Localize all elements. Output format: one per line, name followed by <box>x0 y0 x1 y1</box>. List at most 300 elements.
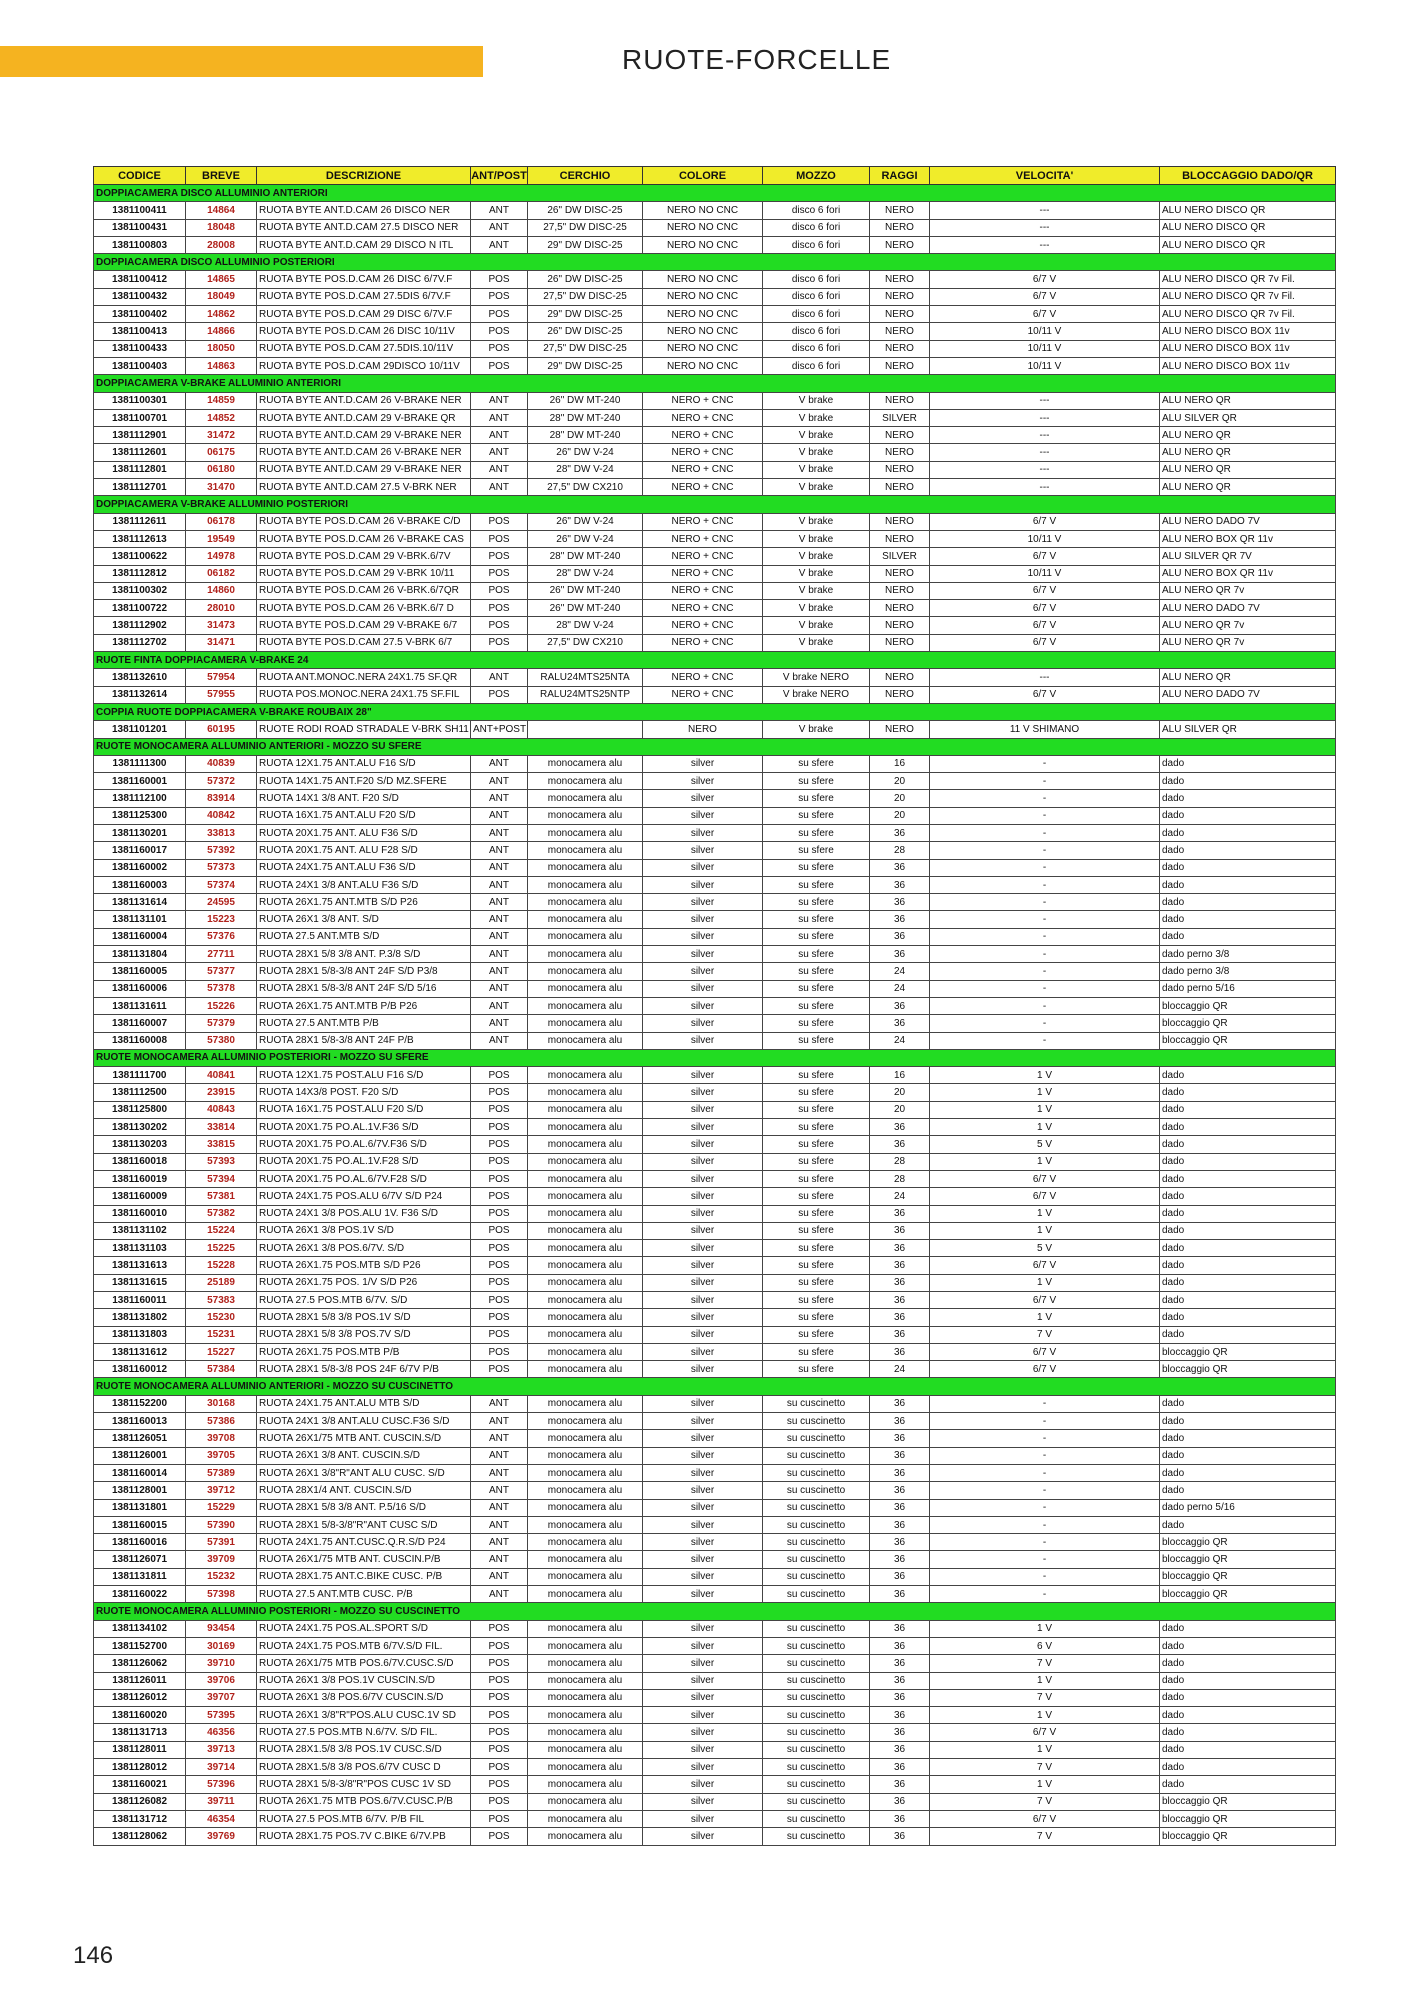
cell-codice: 1381160017 <box>94 842 186 859</box>
cell-descrizione: RUOTA ANT.MONOC.NERA 24X1.75 SF.QR <box>257 669 471 686</box>
cell-cerchio: monocamera alu <box>528 1257 643 1274</box>
cell-cerchio: monocamera alu <box>528 1534 643 1551</box>
cell-raggi: 36 <box>870 1447 930 1464</box>
cell-descrizione: RUOTA 26X1/75 MTB ANT. CUSCIN.S/D <box>257 1430 471 1447</box>
table-row <box>94 1499 1336 1516</box>
cell-codice: 1381160010 <box>94 1205 186 1222</box>
cell-codice: 1381128012 <box>94 1759 186 1776</box>
table-row <box>94 911 1336 928</box>
cell-velocita: 7 V <box>930 1793 1160 1810</box>
cell-raggi: 36 <box>870 1326 930 1343</box>
section-header-row <box>94 375 1336 392</box>
cell-raggi: NERO <box>870 427 930 444</box>
cell-velocita: 1 V <box>930 1309 1160 1326</box>
cell-velocita: - <box>930 876 1160 893</box>
cell-velocita: - <box>930 790 1160 807</box>
table-row <box>94 1516 1336 1533</box>
cell-ant-post: POS <box>471 1793 528 1810</box>
cell-colore: silver <box>643 1084 763 1101</box>
cell-colore: NERO <box>643 721 763 738</box>
table-row <box>94 1672 1336 1689</box>
cell-mozzo: su sfere <box>763 1153 870 1170</box>
table-row <box>94 928 1336 945</box>
cell-colore: silver <box>643 1516 763 1533</box>
cell-bloccaggio: ALU NERO QR <box>1160 479 1336 496</box>
cell-breve: 15225 <box>186 1240 257 1257</box>
table-row <box>94 427 1336 444</box>
table-row <box>94 1655 1336 1672</box>
section-title: DOPPIACAMERA V-BRAKE ALLUMINIO POSTERIORI <box>94 496 1336 513</box>
cell-ant-post: ANT <box>471 219 528 236</box>
section-title: RUOTE MONOCAMERA ALLUMINIO ANTERIORI - MOZZO SU SFERE <box>94 738 1336 755</box>
cell-bloccaggio: ALU NERO QR 7v <box>1160 582 1336 599</box>
cell-cerchio: 29" DW DISC-25 <box>528 357 643 374</box>
cell-descrizione: RUOTA BYTE POS.D.CAM 26 DISC 6/7V.F <box>257 271 471 288</box>
cell-colore: silver <box>643 1361 763 1378</box>
cell-raggi: NERO <box>870 565 930 582</box>
cell-descrizione: RUOTA 26X1 3/8 POS.1V CUSCIN.S/D <box>257 1672 471 1689</box>
cell-descrizione: RUOTA 26X1.75 POS.MTB P/B <box>257 1343 471 1360</box>
cell-mozzo: su cuscinetto <box>763 1447 870 1464</box>
cell-velocita: 1 V <box>930 1084 1160 1101</box>
cell-descrizione: RUOTA 27.5 ANT.MTB S/D <box>257 928 471 945</box>
cell-descrizione: RUOTA 28X1 5/8 3/8 ANT. P.3/8 S/D <box>257 946 471 963</box>
cell-breve: 39713 <box>186 1741 257 1758</box>
cell-codice: 1381160007 <box>94 1015 186 1032</box>
cell-colore: NERO NO CNC <box>643 236 763 253</box>
cell-colore: NERO NO CNC <box>643 219 763 236</box>
cell-mozzo: disco 6 fori <box>763 306 870 323</box>
cell-mozzo: V brake <box>763 548 870 565</box>
cell-descrizione: RUOTA 24X1 3/8 ANT.ALU CUSC.F36 S/D <box>257 1413 471 1430</box>
cell-mozzo: su cuscinetto <box>763 1620 870 1637</box>
cell-descrizione: RUOTA 14X3/8 POST. F20 S/D <box>257 1084 471 1101</box>
cell-ant-post: POS <box>471 1759 528 1776</box>
cell-ant-post: POS <box>471 1776 528 1793</box>
section-title: DOPPIACAMERA V-BRAKE ALLUMINIO ANTERIORI <box>94 375 1336 392</box>
cell-raggi: 36 <box>870 1724 930 1741</box>
cell-velocita: 6/7 V <box>930 582 1160 599</box>
cell-codice: 1381112801 <box>94 461 186 478</box>
cell-cerchio: monocamera alu <box>528 1032 643 1049</box>
cell-cerchio: monocamera alu <box>528 1793 643 1810</box>
cell-descrizione: RUOTA 24X1.75 ANT.ALU F36 S/D <box>257 859 471 876</box>
cell-bloccaggio: dado <box>1160 773 1336 790</box>
cell-codice: 1381131103 <box>94 1240 186 1257</box>
cell-bloccaggio: ALU NERO BOX QR 11v <box>1160 565 1336 582</box>
cell-ant-post: ANT <box>471 1015 528 1032</box>
cell-cerchio: 27,5" DW DISC-25 <box>528 288 643 305</box>
cell-breve: 27711 <box>186 946 257 963</box>
cell-mozzo: su cuscinetto <box>763 1551 870 1568</box>
col-header-descrizione: DESCRIZIONE <box>257 167 471 185</box>
table-row <box>94 946 1336 963</box>
cell-ant-post: POS <box>471 1343 528 1360</box>
cell-colore: NERO + CNC <box>643 461 763 478</box>
cell-ant-post: POS <box>471 1637 528 1654</box>
cell-raggi: 36 <box>870 1292 930 1309</box>
cell-codice: 1381100622 <box>94 548 186 565</box>
cell-ant-post: POS <box>471 530 528 547</box>
cell-bloccaggio: ALU NERO QR <box>1160 392 1336 409</box>
cell-raggi: 36 <box>870 1464 930 1481</box>
cell-descrizione: RUOTA 20X1.75 ANT. ALU F36 S/D <box>257 824 471 841</box>
section-header-row <box>94 1378 1336 1395</box>
cell-velocita: 1 V <box>930 1741 1160 1758</box>
cell-cerchio: monocamera alu <box>528 1361 643 1378</box>
cell-mozzo: V brake NERO <box>763 686 870 703</box>
cell-cerchio: monocamera alu <box>528 911 643 928</box>
cell-codice: 1381112500 <box>94 1084 186 1101</box>
cell-ant-post: ANT <box>471 807 528 824</box>
col-header-bloccaggio: BLOCCAGGIO DADO/QR <box>1160 167 1336 185</box>
table-row <box>94 1222 1336 1239</box>
cell-breve: 06178 <box>186 513 257 530</box>
cell-codice: 1381126001 <box>94 1447 186 1464</box>
table-row <box>94 1067 1336 1084</box>
cell-bloccaggio: dado <box>1160 1240 1336 1257</box>
cell-codice: 1381100301 <box>94 392 186 409</box>
cell-colore: NERO + CNC <box>643 513 763 530</box>
cell-raggi: 36 <box>870 1759 930 1776</box>
cell-mozzo: su sfere <box>763 1205 870 1222</box>
cell-mozzo: V brake <box>763 721 870 738</box>
section-header-row <box>94 1603 1336 1620</box>
cell-descrizione: RUOTA BYTE ANT.D.CAM 26 DISCO NER <box>257 202 471 219</box>
cell-colore: NERO NO CNC <box>643 357 763 374</box>
cell-breve: 57389 <box>186 1464 257 1481</box>
cell-raggi: NERO <box>870 236 930 253</box>
cell-mozzo: V brake <box>763 617 870 634</box>
table-row <box>94 1292 1336 1309</box>
cell-bloccaggio: dado <box>1160 1222 1336 1239</box>
cell-codice: 1381100412 <box>94 271 186 288</box>
cell-cerchio: 28" DW MT-240 <box>528 409 643 426</box>
cell-mozzo: su cuscinetto <box>763 1637 870 1654</box>
cell-velocita: 6/7 V <box>930 1724 1160 1741</box>
cell-cerchio: monocamera alu <box>528 1413 643 1430</box>
cell-mozzo: V brake <box>763 513 870 530</box>
cell-codice: 1381130203 <box>94 1136 186 1153</box>
cell-mozzo: su cuscinetto <box>763 1413 870 1430</box>
cell-mozzo: disco 6 fori <box>763 288 870 305</box>
cell-raggi: 36 <box>870 859 930 876</box>
cell-ant-post: POS <box>471 1828 528 1845</box>
cell-velocita: 7 V <box>930 1326 1160 1343</box>
cell-colore: silver <box>643 1136 763 1153</box>
cell-descrizione: RUOTA BYTE POS.D.CAM 29 V-BRK.6/7V <box>257 548 471 565</box>
cell-descrizione: RUOTA 26X1 3/8"R"POS.ALU CUSC.1V SD <box>257 1707 471 1724</box>
cell-ant-post: ANT <box>471 1430 528 1447</box>
cell-mozzo: su cuscinetto <box>763 1759 870 1776</box>
cell-mozzo: su cuscinetto <box>763 1810 870 1827</box>
cell-breve: 24595 <box>186 894 257 911</box>
cell-mozzo: V brake <box>763 565 870 582</box>
table-row <box>94 1413 1336 1430</box>
cell-codice: 1381101201 <box>94 721 186 738</box>
cell-ant-post: POS <box>471 1205 528 1222</box>
cell-ant-post: POS <box>471 1292 528 1309</box>
cell-raggi: 28 <box>870 842 930 859</box>
cell-velocita: 10/11 V <box>930 357 1160 374</box>
table-row <box>94 876 1336 893</box>
cell-bloccaggio: dado <box>1160 1447 1336 1464</box>
cell-colore: silver <box>643 1101 763 1118</box>
cell-cerchio: monocamera alu <box>528 1447 643 1464</box>
cell-ant-post: POS <box>471 1170 528 1187</box>
cell-bloccaggio: bloccaggio QR <box>1160 1015 1336 1032</box>
cell-mozzo: su cuscinetto <box>763 1499 870 1516</box>
cell-raggi: NERO <box>870 392 930 409</box>
cell-raggi: 24 <box>870 1032 930 1049</box>
cell-colore: silver <box>643 1620 763 1637</box>
cell-colore: NERO + CNC <box>643 600 763 617</box>
cell-raggi: NERO <box>870 634 930 651</box>
table-row <box>94 1828 1336 1845</box>
cell-mozzo: su sfere <box>763 1119 870 1136</box>
cell-descrizione: RUOTA 28X1 5/8-3/8"R"POS CUSC 1V SD <box>257 1776 471 1793</box>
table-row <box>94 600 1336 617</box>
cell-cerchio: monocamera alu <box>528 755 643 772</box>
cell-bloccaggio: dado <box>1160 894 1336 911</box>
cell-bloccaggio: dado <box>1160 1067 1336 1084</box>
cell-velocita: - <box>930 946 1160 963</box>
cell-velocita: 6/7 V <box>930 1361 1160 1378</box>
cell-breve: 39714 <box>186 1759 257 1776</box>
cell-colore: silver <box>643 1119 763 1136</box>
cell-velocita: 1 V <box>930 1274 1160 1291</box>
cell-raggi: 16 <box>870 755 930 772</box>
cell-mozzo: V brake <box>763 582 870 599</box>
cell-velocita: - <box>930 1430 1160 1447</box>
cell-breve: 57376 <box>186 928 257 945</box>
cell-breve: 57398 <box>186 1586 257 1603</box>
cell-mozzo: disco 6 fori <box>763 323 870 340</box>
cell-breve: 14860 <box>186 582 257 599</box>
table-row <box>94 1084 1336 1101</box>
cell-breve: 14862 <box>186 306 257 323</box>
cell-bloccaggio: dado <box>1160 1292 1336 1309</box>
cell-cerchio: monocamera alu <box>528 1222 643 1239</box>
table-row <box>94 1482 1336 1499</box>
cell-raggi: NERO <box>870 357 930 374</box>
cell-raggi: 36 <box>870 1707 930 1724</box>
cell-colore: NERO NO CNC <box>643 288 763 305</box>
cell-descrizione: RUOTA 27.5 POS.MTB 6/7V. S/D <box>257 1292 471 1309</box>
cell-mozzo: disco 6 fori <box>763 219 870 236</box>
cell-velocita: 1 V <box>930 1672 1160 1689</box>
cell-cerchio: monocamera alu <box>528 1188 643 1205</box>
cell-breve: 31470 <box>186 479 257 496</box>
cell-colore: silver <box>643 1586 763 1603</box>
cell-velocita: - <box>930 773 1160 790</box>
cell-colore: silver <box>643 1551 763 1568</box>
cell-bloccaggio: ALU NERO QR <box>1160 427 1336 444</box>
cell-colore: silver <box>643 928 763 945</box>
cell-descrizione: RUOTA BYTE POS.D.CAM 29 DISC 6/7V.F <box>257 306 471 323</box>
cell-velocita: 6/7 V <box>930 1257 1160 1274</box>
cell-raggi: 20 <box>870 773 930 790</box>
cell-bloccaggio: ALU NERO DISCO QR <box>1160 219 1336 236</box>
cell-velocita: - <box>930 1413 1160 1430</box>
cell-ant-post: POS <box>471 565 528 582</box>
cell-cerchio: monocamera alu <box>528 997 643 1014</box>
cell-codice: 1381100432 <box>94 288 186 305</box>
cell-velocita: 6/7 V <box>930 271 1160 288</box>
cell-velocita: 1 V <box>930 1620 1160 1637</box>
cell-cerchio: 26" DW MT-240 <box>528 600 643 617</box>
cell-ant-post: POS <box>471 617 528 634</box>
cell-colore: NERO + CNC <box>643 634 763 651</box>
cell-velocita: 1 V <box>930 1119 1160 1136</box>
col-header-colore: COLORE <box>643 167 763 185</box>
cell-codice: 1381131803 <box>94 1326 186 1343</box>
cell-raggi: NERO <box>870 340 930 357</box>
table-row <box>94 1101 1336 1118</box>
cell-descrizione: RUOTA BYTE POS.D.CAM 29DISCO 10/11V <box>257 357 471 374</box>
cell-breve: 15224 <box>186 1222 257 1239</box>
cell-velocita: 7 V <box>930 1759 1160 1776</box>
cell-cerchio: monocamera alu <box>528 1119 643 1136</box>
table-row <box>94 1707 1336 1724</box>
cell-mozzo: su sfere <box>763 1084 870 1101</box>
cell-descrizione: RUOTA BYTE ANT.D.CAM 26 V-BRAKE NER <box>257 392 471 409</box>
cell-codice: 1381131614 <box>94 894 186 911</box>
cell-codice: 1381160016 <box>94 1534 186 1551</box>
cell-colore: silver <box>643 1153 763 1170</box>
page-title: RUOTE-FORCELLE <box>622 44 892 75</box>
cell-codice: 1381160015 <box>94 1516 186 1533</box>
cell-bloccaggio: ALU NERO DISCO QR <box>1160 236 1336 253</box>
cell-breve: 15226 <box>186 997 257 1014</box>
cell-breve: 14978 <box>186 548 257 565</box>
cell-descrizione: RUOTA 28X1.75 POS.7V C.BIKE 6/7V.PB <box>257 1828 471 1845</box>
cell-ant-post: POS <box>471 288 528 305</box>
cell-descrizione: RUOTA 14X1 3/8 ANT. F20 S/D <box>257 790 471 807</box>
table-row <box>94 773 1336 790</box>
cell-bloccaggio: dado <box>1160 1274 1336 1291</box>
cell-breve: 40842 <box>186 807 257 824</box>
cell-cerchio: monocamera alu <box>528 1586 643 1603</box>
cell-colore: silver <box>643 1482 763 1499</box>
cell-cerchio: 26" DW DISC-25 <box>528 271 643 288</box>
cell-breve: 57379 <box>186 1015 257 1032</box>
table-row <box>94 686 1336 703</box>
cell-cerchio: monocamera alu <box>528 1741 643 1758</box>
table-row <box>94 530 1336 547</box>
cell-mozzo: su sfere <box>763 1067 870 1084</box>
cell-bloccaggio: dado <box>1160 1257 1336 1274</box>
cell-ant-post: ANT <box>471 946 528 963</box>
cell-colore: NERO + CNC <box>643 565 763 582</box>
cell-ant-post: POS <box>471 600 528 617</box>
table-row <box>94 859 1336 876</box>
cell-codice: 1381112812 <box>94 565 186 582</box>
cell-raggi: 24 <box>870 1188 930 1205</box>
cell-codice: 1381160008 <box>94 1032 186 1049</box>
table-row <box>94 409 1336 426</box>
cell-descrizione: RUOTA 20X1.75 PO.AL.1V.F28 S/D <box>257 1153 471 1170</box>
cell-ant-post: POS <box>471 1084 528 1101</box>
cell-breve: 23915 <box>186 1084 257 1101</box>
cell-cerchio: monocamera alu <box>528 1067 643 1084</box>
cell-codice: 1381131612 <box>94 1343 186 1360</box>
cell-breve: 15229 <box>186 1499 257 1516</box>
cell-codice: 1381131611 <box>94 997 186 1014</box>
cell-cerchio: monocamera alu <box>528 1828 643 1845</box>
cell-raggi: 36 <box>870 1205 930 1222</box>
cell-breve: 28008 <box>186 236 257 253</box>
cell-codice: 1381160009 <box>94 1188 186 1205</box>
cell-raggi: 28 <box>870 1170 930 1187</box>
cell-bloccaggio: dado perno 5/16 <box>1160 980 1336 997</box>
cell-raggi: 36 <box>870 1689 930 1706</box>
cell-codice: 1381132614 <box>94 686 186 703</box>
cell-ant-post: POS <box>471 1707 528 1724</box>
cell-velocita: - <box>930 1464 1160 1481</box>
cell-descrizione: RUOTA 28X1 5/8-3/8 ANT 24F S/D 5/16 <box>257 980 471 997</box>
table-row <box>94 582 1336 599</box>
cell-cerchio: 29" DW DISC-25 <box>528 306 643 323</box>
cell-ant-post: ANT <box>471 392 528 409</box>
cell-ant-post: POS <box>471 513 528 530</box>
table-row <box>94 1240 1336 1257</box>
cell-breve: 14866 <box>186 323 257 340</box>
section-header-row <box>94 254 1336 271</box>
cell-ant-post: ANT <box>471 409 528 426</box>
cell-velocita: 1 V <box>930 1101 1160 1118</box>
cell-velocita: 5 V <box>930 1240 1160 1257</box>
cell-bloccaggio: dado <box>1160 1672 1336 1689</box>
cell-descrizione: RUOTA BYTE ANT.D.CAM 27.5 V-BRK NER <box>257 479 471 496</box>
cell-descrizione: RUOTA 27.5 POS.MTB N.6/7V. S/D FIL. <box>257 1724 471 1741</box>
cell-cerchio: monocamera alu <box>528 1724 643 1741</box>
cell-ant-post: ANT <box>471 859 528 876</box>
cell-codice: 1381126062 <box>94 1655 186 1672</box>
cell-cerchio: monocamera alu <box>528 1464 643 1481</box>
cell-breve: 57386 <box>186 1413 257 1430</box>
cell-velocita: 1 V <box>930 1707 1160 1724</box>
cell-velocita: 10/11 V <box>930 530 1160 547</box>
cell-ant-post: ANT <box>471 1586 528 1603</box>
cell-descrizione: RUOTA BYTE POS.D.CAM 27.5DIS 6/7V.F <box>257 288 471 305</box>
cell-mozzo: su cuscinetto <box>763 1793 870 1810</box>
table-row <box>94 1447 1336 1464</box>
cell-ant-post: POS <box>471 1326 528 1343</box>
cell-velocita: - <box>930 1482 1160 1499</box>
cell-cerchio: 28" DW MT-240 <box>528 548 643 565</box>
cell-bloccaggio: dado <box>1160 824 1336 841</box>
cell-ant-post: ANT <box>471 427 528 444</box>
cell-velocita: - <box>930 1015 1160 1032</box>
cell-descrizione: RUOTA 28X1/4 ANT. CUSCIN.S/D <box>257 1482 471 1499</box>
cell-cerchio: monocamera alu <box>528 1326 643 1343</box>
table-row <box>94 755 1336 772</box>
cell-cerchio: monocamera alu <box>528 824 643 841</box>
cell-cerchio: 26" DW V-24 <box>528 444 643 461</box>
cell-bloccaggio: bloccaggio QR <box>1160 1586 1336 1603</box>
cell-velocita: --- <box>930 219 1160 236</box>
cell-velocita: 6/7 V <box>930 686 1160 703</box>
table-row <box>94 1759 1336 1776</box>
cell-mozzo: disco 6 fori <box>763 236 870 253</box>
cell-colore: silver <box>643 1067 763 1084</box>
cell-velocita: --- <box>930 392 1160 409</box>
cell-bloccaggio: dado <box>1160 1170 1336 1187</box>
cell-colore: silver <box>643 1309 763 1326</box>
cell-mozzo: su cuscinetto <box>763 1672 870 1689</box>
cell-velocita: 6/7 V <box>930 634 1160 651</box>
